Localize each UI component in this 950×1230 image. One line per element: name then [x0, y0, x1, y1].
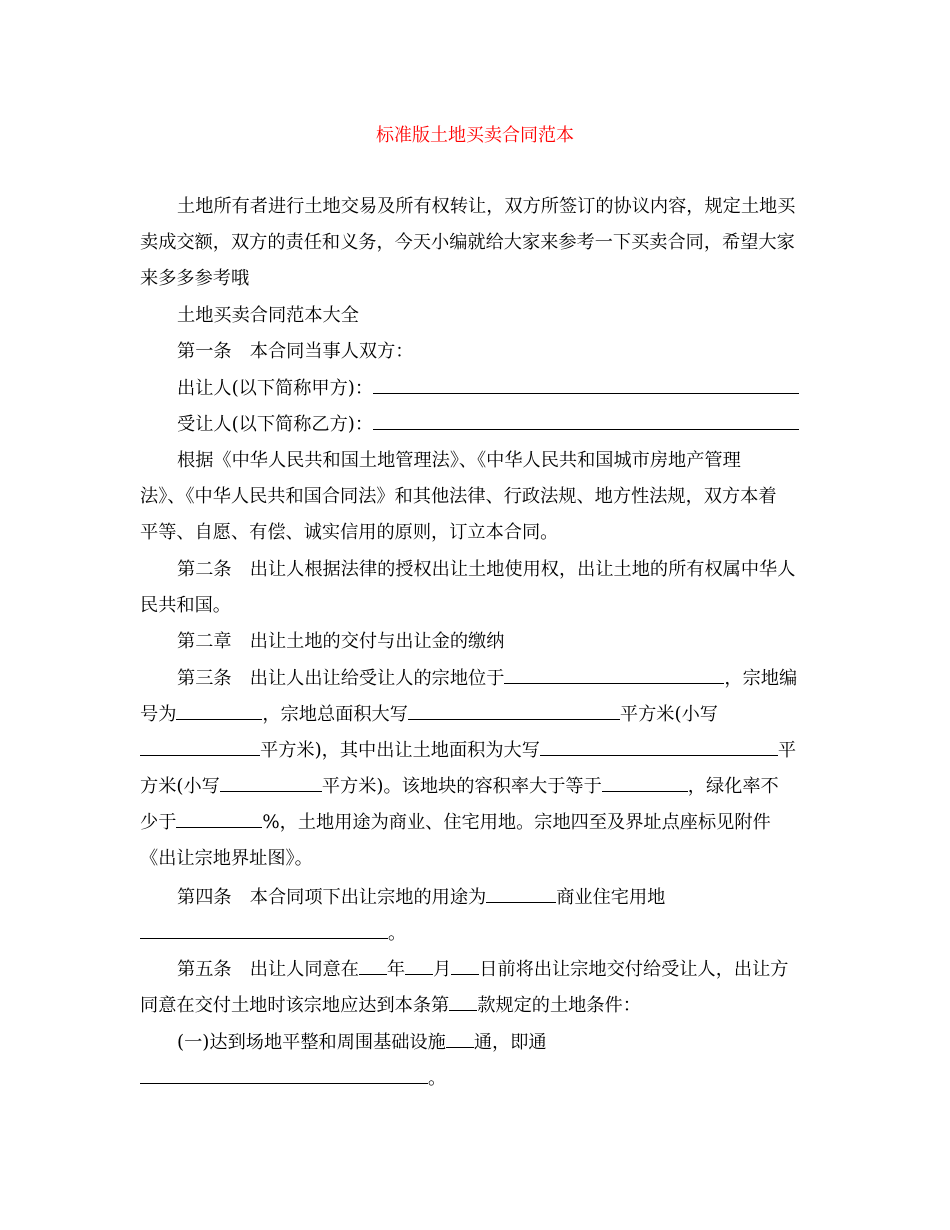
text-segment: 月 [433, 959, 452, 980]
text-line [140, 916, 810, 952]
text-line: 土地所有者进行土地交易及所有权转让，双方所签订的协议内容，规定土地买 [177, 196, 796, 217]
land-use-detail-blank [140, 916, 388, 939]
total-area-words-blank [408, 697, 620, 720]
text-line [140, 805, 810, 841]
item-1-paragraph [140, 1025, 810, 1097]
utilities-count-blank [446, 1025, 474, 1048]
text-segment: 平方米)，其中出让土地面积为大写 [260, 740, 540, 761]
text-segment: (一)达到场地平整和周围基础设施 [177, 1032, 446, 1053]
text-segment: 方米(小写 [140, 776, 220, 797]
text-line [140, 407, 810, 443]
text-segment: 号为 [140, 704, 177, 725]
text-line: 平等、自愿、有偿、诚实信用的原则，订立本合同。 [140, 522, 559, 543]
green-ratio-blank [176, 805, 262, 828]
text-line: 第二条 出让人根据法律的授权出让土地使用权，出让土地的所有权属中华人 [177, 559, 796, 580]
intro-paragraph [140, 189, 810, 297]
article-1-heading [140, 334, 810, 370]
text-line: 第一条 本合同当事人双方： [177, 341, 414, 362]
text-line [140, 733, 810, 769]
text-line [140, 697, 810, 733]
text-segment: 商业住宅用地 [556, 887, 666, 908]
text-segment: ，绿化率不 [687, 776, 779, 797]
text-line: 来多多参考哦 [140, 268, 250, 289]
utilities-detail-blank [140, 1061, 428, 1084]
text-line [140, 661, 810, 697]
text-segment: 款规定的土地条件： [477, 995, 641, 1016]
text-line [140, 952, 810, 988]
text-line [140, 1061, 810, 1097]
granted-area-words-blank [540, 733, 778, 756]
day-blank [451, 952, 479, 975]
article-3-paragraph [140, 661, 810, 877]
text-segment: 平 [777, 740, 797, 761]
chapter-2-heading [140, 624, 810, 660]
text-segment: 。 [388, 923, 407, 944]
text-line: 法》、《中华人民共和国合同法》和其他法律、行政法规、地方性法规，双方本着 [140, 486, 777, 507]
parcel-location-blank [504, 661, 724, 684]
text-line: 根据《中华人民共和国土地管理法》、《中华人民共和国城市房地产管理 [177, 450, 741, 471]
article-5-paragraph [140, 952, 810, 1024]
text-segment: ，宗地编 [724, 668, 798, 689]
text-line [140, 371, 810, 407]
parcel-number-blank [176, 697, 262, 720]
text-segment: ，宗地总面积大写 [262, 704, 408, 725]
article-2-paragraph [140, 552, 810, 624]
text-segment: 第三条 出让人出让给受让人的宗地位于 [177, 668, 505, 689]
party-a-label: 出让人(以下简称甲方)： [177, 378, 374, 399]
article-4-paragraph [140, 880, 810, 952]
text-segment: 第五条 出让人同意在 [177, 959, 359, 980]
text-segment: %，土地用途为商业、住宅用地。宗地四至及界址点座标见附件 [262, 812, 771, 833]
text-line: 土地买卖合同范本大全 [177, 305, 359, 326]
month-blank [405, 952, 433, 975]
granted-area-figures-blank [220, 769, 322, 792]
text-line: 民共和国。 [140, 595, 231, 616]
text-segment: 平方米(小写 [619, 704, 718, 725]
party-a-blank [373, 371, 799, 394]
text-segment: 少于 [140, 812, 177, 833]
text-segment: 平方米)。该地块的容积率大于等于 [321, 776, 602, 797]
text-segment: 日前将出让宗地交付给受让人，出让方 [479, 959, 789, 980]
year-blank [359, 952, 387, 975]
text-line [140, 880, 810, 916]
party-b-label: 受让人(以下简称乙方)： [177, 414, 374, 435]
total-area-figures-blank [140, 733, 260, 756]
document-title: 标准版土地买卖合同范本 [376, 125, 574, 146]
text-line: 卖成交额，双方的责任和义务，今天小编就给大家来参考一下买卖合同，希望大家 [140, 232, 795, 253]
text-line [140, 1025, 810, 1061]
text-segment: 。 [428, 1068, 447, 1089]
text-line [140, 769, 810, 805]
legal-basis-paragraph [140, 443, 810, 551]
party-b-line [140, 407, 810, 443]
text-line: 《出让宗地界址图》。 [140, 848, 313, 869]
text-segment: 年 [386, 959, 406, 980]
text-line: 第二章 出让土地的交付与出让金的缴纳 [177, 631, 505, 652]
party-a-line [140, 371, 810, 407]
text-line [140, 988, 810, 1024]
party-b-blank [373, 407, 799, 430]
plot-ratio-blank [602, 769, 688, 792]
section-subtitle [140, 298, 810, 334]
text-segment: 同意在交付土地时该宗地应达到本条第 [140, 995, 450, 1016]
land-use-blank [486, 880, 556, 903]
text-segment: 第四条 本合同项下出让宗地的用途为 [177, 887, 487, 908]
clause-number-blank [449, 988, 477, 1011]
text-segment: 通，即通 [473, 1032, 547, 1053]
